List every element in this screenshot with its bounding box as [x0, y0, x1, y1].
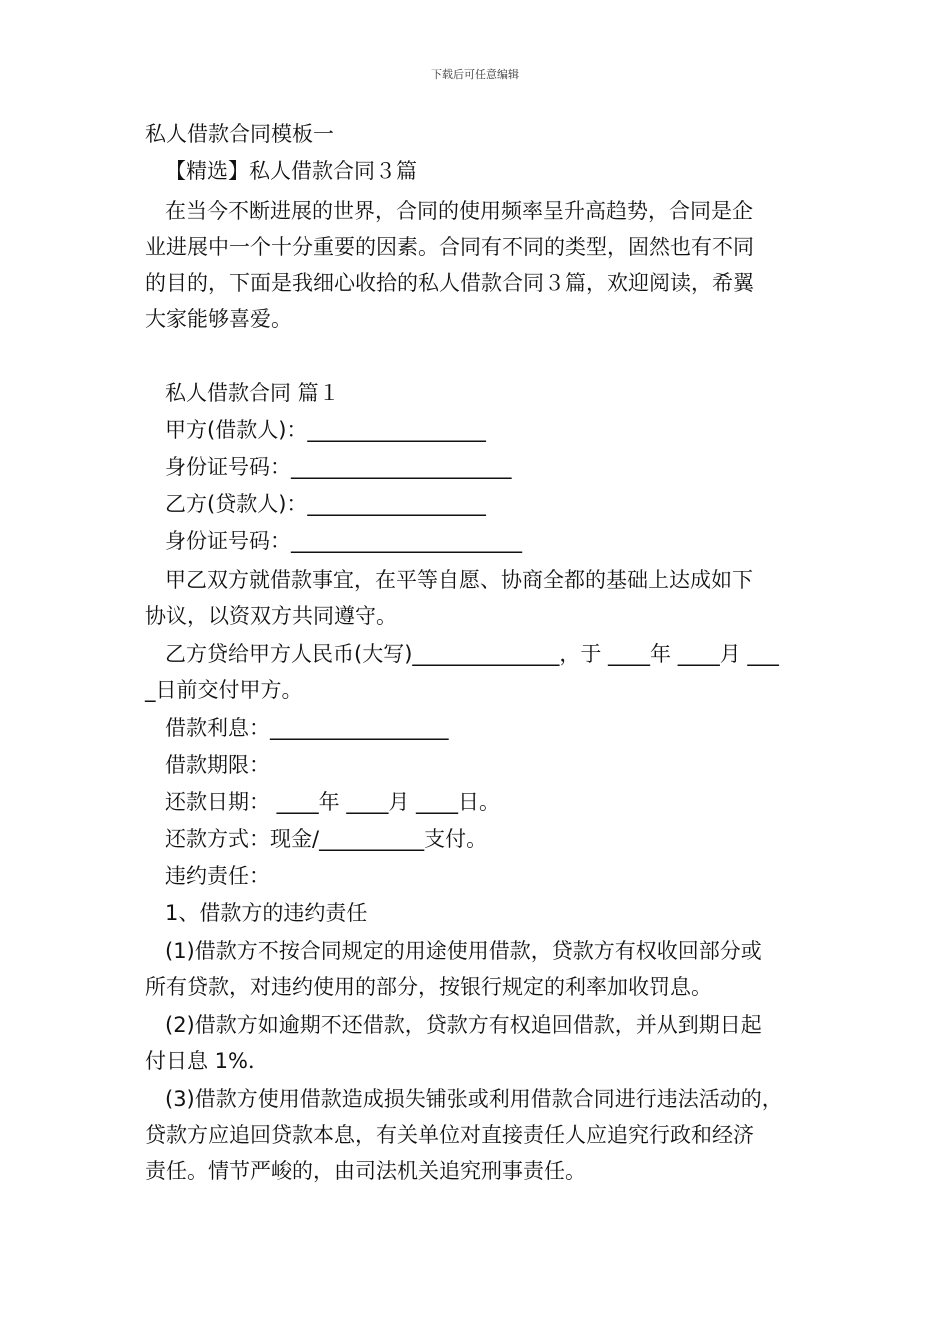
repay-date-field: 还款日期： ____年 ____月 ____日。 [165, 790, 501, 814]
clause-3-line: 贷款方应追回贷款本息，有关单位对直接责任人应追究行政和经济 [145, 1123, 754, 1147]
document-title: 私人借款合同模板一 [145, 122, 334, 146]
document-subtitle: 【精选】私人借款合同３篇 [165, 159, 417, 183]
intro-line: 在当今不断进展的世界，合同的使用频率呈升高趋势，合同是企 [165, 199, 753, 223]
clause-1-line: 所有贷款，对违约使用的部分，按银行规定的利率加收罚息。 [145, 975, 712, 999]
party-b-id-field: 身份证号码：______________________ [165, 529, 522, 553]
intro-line: 业进展中一个十分重要的因素。合同有不同的类型，固然也有不同 [145, 235, 754, 259]
liability-heading: 违约责任： [165, 864, 270, 888]
clause-2-line: 付日息 1%． [145, 1049, 269, 1073]
page-header-note: 下载后可任意编辑 [431, 68, 519, 81]
repay-method-field: 还款方式：现金/__________支付。 [165, 827, 488, 851]
party-a-id-field: 身份证号码：_____________________ [165, 455, 512, 479]
clause-3-line: 责任。情节严峻的，由司法机关追究刑事责任。 [145, 1159, 586, 1183]
agreement-line: 协议，以资双方共同遵守。 [145, 604, 397, 628]
party-b-field: 乙方(贷款人)：_________________ [165, 492, 486, 516]
intro-line: 大家能够喜爱。 [145, 307, 292, 331]
loan-amount-line: 乙方贷给甲方人民币(大写)______________，于 ____年 ____月 ___ [165, 642, 779, 666]
clause-1-line: (1)借款方不按合同规定的用途使用借款，贷款方有权收回部分或 [165, 939, 762, 963]
clause-title: 1、借款方的违约责任 [165, 901, 368, 925]
clause-2-line: (2)借款方如逾期不还借款，贷款方有权追回借款，并从到期日起 [165, 1013, 762, 1037]
term-field: 借款期限： [165, 753, 270, 777]
agreement-line: 甲乙双方就借款事宜，在平等自愿、协商全都的基础上达成如下 [165, 568, 753, 592]
clause-3-line: (3)借款方使用借款造成损失铺张或利用借款合同进行违法活动的， [165, 1087, 783, 1111]
party-a-field: 甲方(借款人)：_________________ [165, 418, 486, 442]
loan-amount-line: _日前交付甲方。 [145, 678, 303, 702]
interest-field: 借款利息：_________________ [165, 716, 449, 740]
intro-line: 的目的，下面是我细心收拾的私人借款合同３篇，欢迎阅读，希翼 [145, 271, 754, 295]
section-title: 私人借款合同 篇１ [165, 381, 340, 405]
